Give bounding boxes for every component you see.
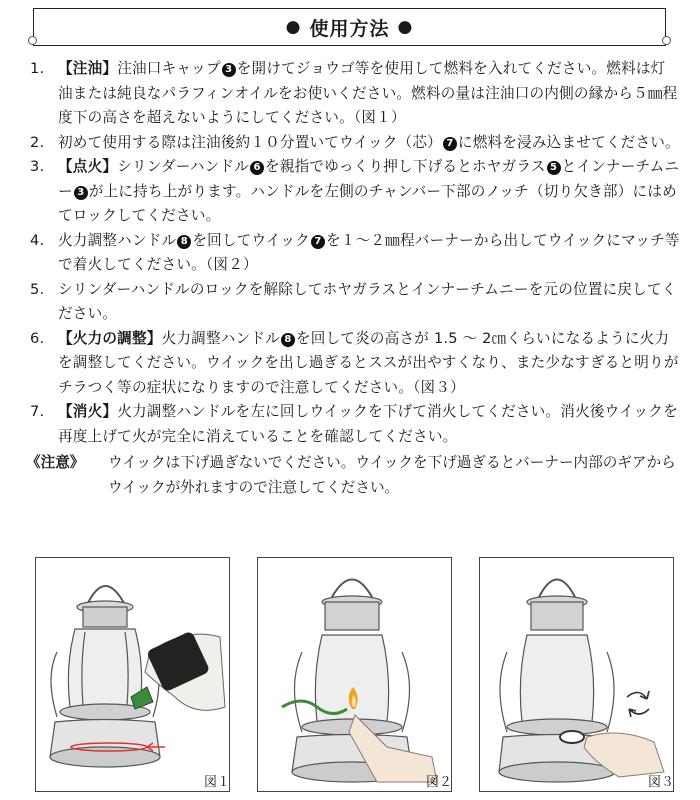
- part-number-badge: 3: [222, 63, 236, 77]
- step-text-segment: を回して炎の高さが 1.5 ～ 2㎝くらいになるように火力を調整してください。ウイックを出し過ぎるとススが出やすくなり、また少なすぎると明りがチラつく等の症状になりますので注意してください。（図３）: [58, 329, 679, 396]
- step-text-segment: とインナーチムニー: [58, 158, 680, 200]
- step-text-segment: 火力調整ハンドル: [161, 329, 280, 347]
- title-box: [33, 8, 666, 46]
- step-tag: 【注油】: [58, 60, 118, 77]
- step-number: 6.: [30, 329, 45, 347]
- step-text-segment: に燃料を浸み込ませてください。: [457, 133, 680, 151]
- part-number-badge: 7: [443, 137, 457, 151]
- corner-hole-left: [28, 36, 37, 45]
- step-text: [58, 400, 680, 449]
- step-number: 3.: [30, 158, 45, 175]
- corner-hole-right: [662, 36, 671, 45]
- caution-label: 《注意》: [26, 454, 85, 471]
- step-text: [58, 155, 680, 229]
- instruction-step: [30, 131, 680, 156]
- figure-3: [479, 557, 674, 792]
- instruction-step: [30, 57, 680, 131]
- step-text-segment: を回してウイック: [192, 231, 310, 249]
- part-number-badge: 3: [74, 186, 88, 200]
- step-number: 2.: [30, 133, 45, 151]
- step-text-segment: が上に持ち上がります。ハンドルを左側のチャンバー下部のノッチ（切り欠き部）にはめてロックしてください。: [58, 182, 677, 224]
- figure-3-label: 図３: [647, 775, 674, 790]
- figure-1-label: 図１: [203, 775, 230, 790]
- figure-1: [35, 557, 230, 792]
- lantern-adjust-icon: [479, 557, 674, 792]
- step-text-segment: を親指でゆっくり押し下げるとホヤガラス: [265, 158, 546, 175]
- step-text-segment: を１～２㎜程バーナーから出してウイックにマッチ等で着火してください。（図２）: [58, 231, 680, 273]
- instruction-step: [30, 400, 680, 449]
- instruction-list: [26, 57, 680, 500]
- step-text: [58, 327, 680, 401]
- step-number: 1.: [30, 60, 45, 77]
- part-number-badge: 5: [547, 161, 561, 175]
- title-bullet-right: ●: [397, 17, 414, 37]
- caution-text: ウイックは下げ過ぎないでください。ウイックを下げ過ぎるとバーナー内部のギアからウイックが外れますので注意してください。: [108, 454, 676, 496]
- instruction-step: [30, 155, 680, 229]
- lantern-ignite-icon: [257, 557, 452, 792]
- step-text: [58, 131, 680, 156]
- part-number-badge: 6: [250, 161, 264, 175]
- step-number: 5.: [30, 280, 45, 298]
- page-title: 使用方法: [309, 17, 390, 40]
- lantern-refuel-icon: [35, 557, 230, 792]
- step-text-segment: 注油口キャップ: [117, 60, 221, 77]
- step-tag: 【火力の調整】: [58, 329, 162, 347]
- step-text-segment: シリンダーハンドルのロックを解除してホヤガラスとインナーチムニーを元の位置に戻してください。: [58, 280, 677, 322]
- step-text-segment: シリンダーハンドル: [117, 158, 250, 175]
- part-number-badge: 8: [281, 333, 295, 347]
- step-text-segment: 初めて使用する際は注油後約１０分置いてウイック（芯）: [58, 133, 442, 151]
- step-text: [58, 229, 680, 278]
- step-text-segment: 火力調整ハンドル: [58, 231, 177, 249]
- step-text-segment: を開けてジョウゴ等を使用して燃料を入れてください。燃料は灯油または純良なパラフィンオイルをお使いください。燃料の量は注油口の内側の縁から５㎜程度下の高さを超えないようにしてください。（図１）: [58, 60, 678, 126]
- instruction-step: [30, 278, 680, 327]
- caution-note: [26, 451, 680, 500]
- step-tag: 【消火】: [58, 403, 118, 420]
- part-number-badge: 8: [177, 235, 191, 249]
- step-text: [58, 57, 680, 131]
- instruction-step: [30, 327, 680, 401]
- figure-2: [257, 557, 452, 792]
- step-tag: 【点火】: [58, 158, 118, 175]
- instruction-step: [30, 229, 680, 278]
- figure-row: [35, 557, 675, 792]
- title-bullet-left: ●: [285, 17, 302, 37]
- step-text-segment: 火力調整ハンドルを左に回しウイックを下げて消火してください。消火後ウイックを再度上げて火が完全に消えていることを確認してください。: [58, 403, 678, 445]
- step-number: 4.: [30, 231, 45, 249]
- step-number: 7.: [30, 403, 45, 420]
- step-text: [58, 278, 680, 327]
- part-number-badge: 7: [311, 235, 325, 249]
- figure-2-label: 図２: [425, 775, 452, 790]
